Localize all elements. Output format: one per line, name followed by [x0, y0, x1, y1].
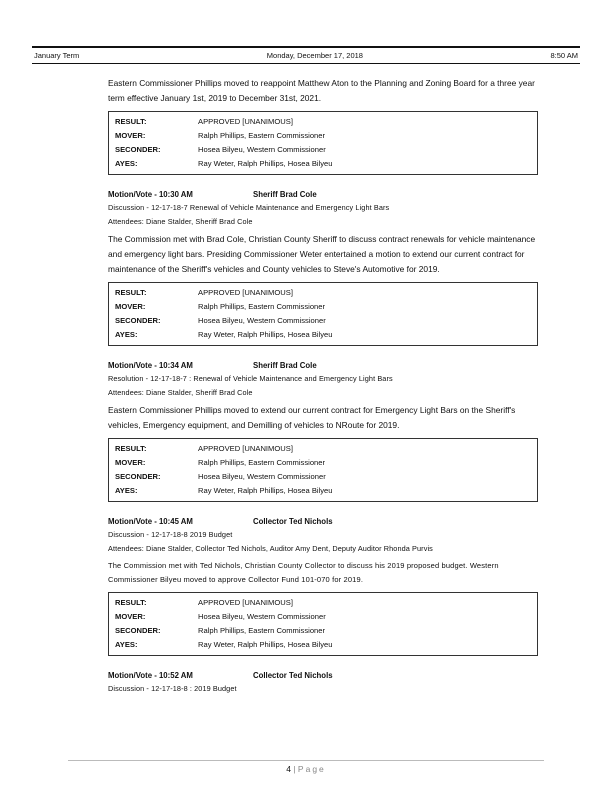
motion-attendees: Attendees: Diane Stalder, Sheriff Brad Cole: [108, 216, 253, 226]
vote-row-seconder: [115, 143, 531, 157]
seconder-label: SECONDER:: [115, 472, 161, 481]
ayes-value: Ray Weter, Ralph Phillips, Hosea Bilyeu: [198, 640, 333, 649]
motion-paragraph: Eastern Commissioner Phillips moved to extend our current contract for Emergency Light Bars on the Sheriff's vehicles, Emergency equipment, and Demilling of vehicles to NRoute for 2019.: [108, 405, 516, 430]
motion-resolution: Resolution - 12-17-18-7 : Renewal of Vehicle Maintenance and Emergency Light Bars: [108, 374, 393, 383]
page-footer: [68, 760, 544, 774]
motion-attendees: Attendees: Diane Stalder, Sheriff Brad Cole: [108, 387, 253, 397]
seconder-label: SECONDER:: [115, 145, 161, 154]
motion-heading: [108, 359, 538, 372]
result-label: RESULT:: [115, 288, 147, 297]
page-label: Page: [297, 764, 326, 774]
motion-discussion: Discussion - 12-17-18-8 2019 Budget: [108, 530, 233, 539]
vote-result-box: [108, 282, 538, 346]
mover-label: MOVER:: [115, 302, 146, 311]
vote-row-ayes: [115, 328, 531, 342]
vote-row-result: [115, 115, 531, 129]
mover-value: Hosea Bilyeu, Western Commissioner: [198, 612, 326, 621]
seconder-value: Ralph Phillips, Eastern Commissioner: [198, 626, 326, 635]
ayes-label: AYES:: [115, 640, 138, 649]
mover-value: Ralph Phillips, Eastern Commissioner: [198, 302, 326, 311]
vote-row-seconder: [115, 470, 531, 484]
vote-row-seconder: [115, 624, 531, 638]
motion-person: Collector Ted Nichols: [253, 517, 333, 526]
mover-label: MOVER:: [115, 458, 146, 467]
vote-row-mover: [115, 456, 531, 470]
seconder-value: Hosea Bilyeu, Western Commissioner: [198, 316, 326, 325]
motion-person: Sheriff Brad Cole: [253, 361, 317, 370]
header-term: January Term: [34, 51, 80, 60]
vote-row-ayes: [115, 484, 531, 498]
motion-person: Sheriff Brad Cole: [253, 190, 317, 199]
motion-paragraph: The Commission met with Brad Cole, Christian County Sheriff to discuss contract renewals for vehicle maintenance and emergency light bars. Presiding Commissioner Weter entertained a motion to extend our current contract for maintenance of the Sheriff's vehicles and County vehicles to Steve's Automotive for 2019.: [108, 234, 536, 274]
motion-time: Motion/Vote - 10:52 AM: [108, 671, 193, 680]
motion-paragraph: The Commission met with Ted Nichols, Christian County Collector to discuss his 2019 proposed budget. Western Commissioner Bilyeu moved to approve Collector Fund 101-070 for 2019.: [108, 561, 499, 584]
intro-paragraph: Eastern Commissioner Phillips moved to reappoint Matthew Aton to the Planning and Zoning Board for a three year term effective January 1st, 2019 to December 31st, 2021.: [108, 78, 535, 103]
result-value: APPROVED [UNANIMOUS]: [198, 598, 293, 607]
vote-result-box: [108, 592, 538, 656]
vote-row-mover: [115, 610, 531, 624]
vote-row-seconder: [115, 314, 531, 328]
header-time: 8:50 AM: [550, 51, 578, 60]
seconder-value: Hosea Bilyeu, Western Commissioner: [198, 145, 326, 154]
motion-attendees: Attendees: Diane Stalder, Collector Ted Nichols, Auditor Amy Dent, Deputy Auditor Rhonda Purvis: [108, 543, 433, 553]
ayes-label: AYES:: [115, 159, 138, 168]
page-header: [32, 46, 580, 64]
motion-heading: [108, 515, 538, 528]
header-date: Monday, December 17, 2018: [266, 51, 363, 60]
motion-heading: [108, 188, 538, 201]
vote-row-mover: [115, 129, 531, 143]
page-number: 4: [286, 764, 291, 774]
seconder-label: SECONDER:: [115, 316, 161, 325]
motion-time: Motion/Vote - 10:34 AM: [108, 361, 193, 370]
vote-result-box: [108, 111, 538, 175]
result-value: APPROVED [UNANIMOUS]: [198, 288, 293, 297]
seconder-label: SECONDER:: [115, 626, 161, 635]
vote-result-box: [108, 438, 538, 502]
ayes-value: Ray Weter, Ralph Phillips, Hosea Bilyeu: [198, 486, 333, 495]
ayes-value: Ray Weter, Ralph Phillips, Hosea Bilyeu: [198, 159, 333, 168]
motion-time: Motion/Vote - 10:45 AM: [108, 517, 193, 526]
ayes-value: Ray Weter, Ralph Phillips, Hosea Bilyeu: [198, 330, 333, 339]
result-label: RESULT:: [115, 117, 147, 126]
document-body: [108, 76, 538, 696]
vote-row-ayes: [115, 157, 531, 171]
motion-person: Collector Ted Nichols: [253, 671, 333, 680]
seconder-value: Hosea Bilyeu, Western Commissioner: [198, 472, 326, 481]
result-value: APPROVED [UNANIMOUS]: [198, 117, 293, 126]
ayes-label: AYES:: [115, 330, 138, 339]
motion-time: Motion/Vote - 10:30 AM: [108, 190, 193, 199]
mover-value: Ralph Phillips, Eastern Commissioner: [198, 458, 326, 467]
result-value: APPROVED [UNANIMOUS]: [198, 444, 293, 453]
vote-row-result: [115, 286, 531, 300]
motion-discussion: Discussion - 12-17-18-7 Renewal of Vehicle Maintenance and Emergency Light Bars: [108, 203, 390, 212]
mover-value: Ralph Phillips, Eastern Commissioner: [198, 131, 326, 140]
result-label: RESULT:: [115, 598, 147, 607]
ayes-label: AYES:: [115, 486, 138, 495]
footer-separator: |: [293, 764, 296, 774]
motion-discussion: Discussion - 12-17-18-8 : 2019 Budget: [108, 684, 237, 693]
vote-row-result: [115, 596, 531, 610]
mover-label: MOVER:: [115, 131, 146, 140]
vote-row-ayes: [115, 638, 531, 652]
vote-row-result: [115, 442, 531, 456]
mover-label: MOVER:: [115, 612, 146, 621]
motion-heading: [108, 669, 538, 682]
vote-row-mover: [115, 300, 531, 314]
result-label: RESULT:: [115, 444, 147, 453]
